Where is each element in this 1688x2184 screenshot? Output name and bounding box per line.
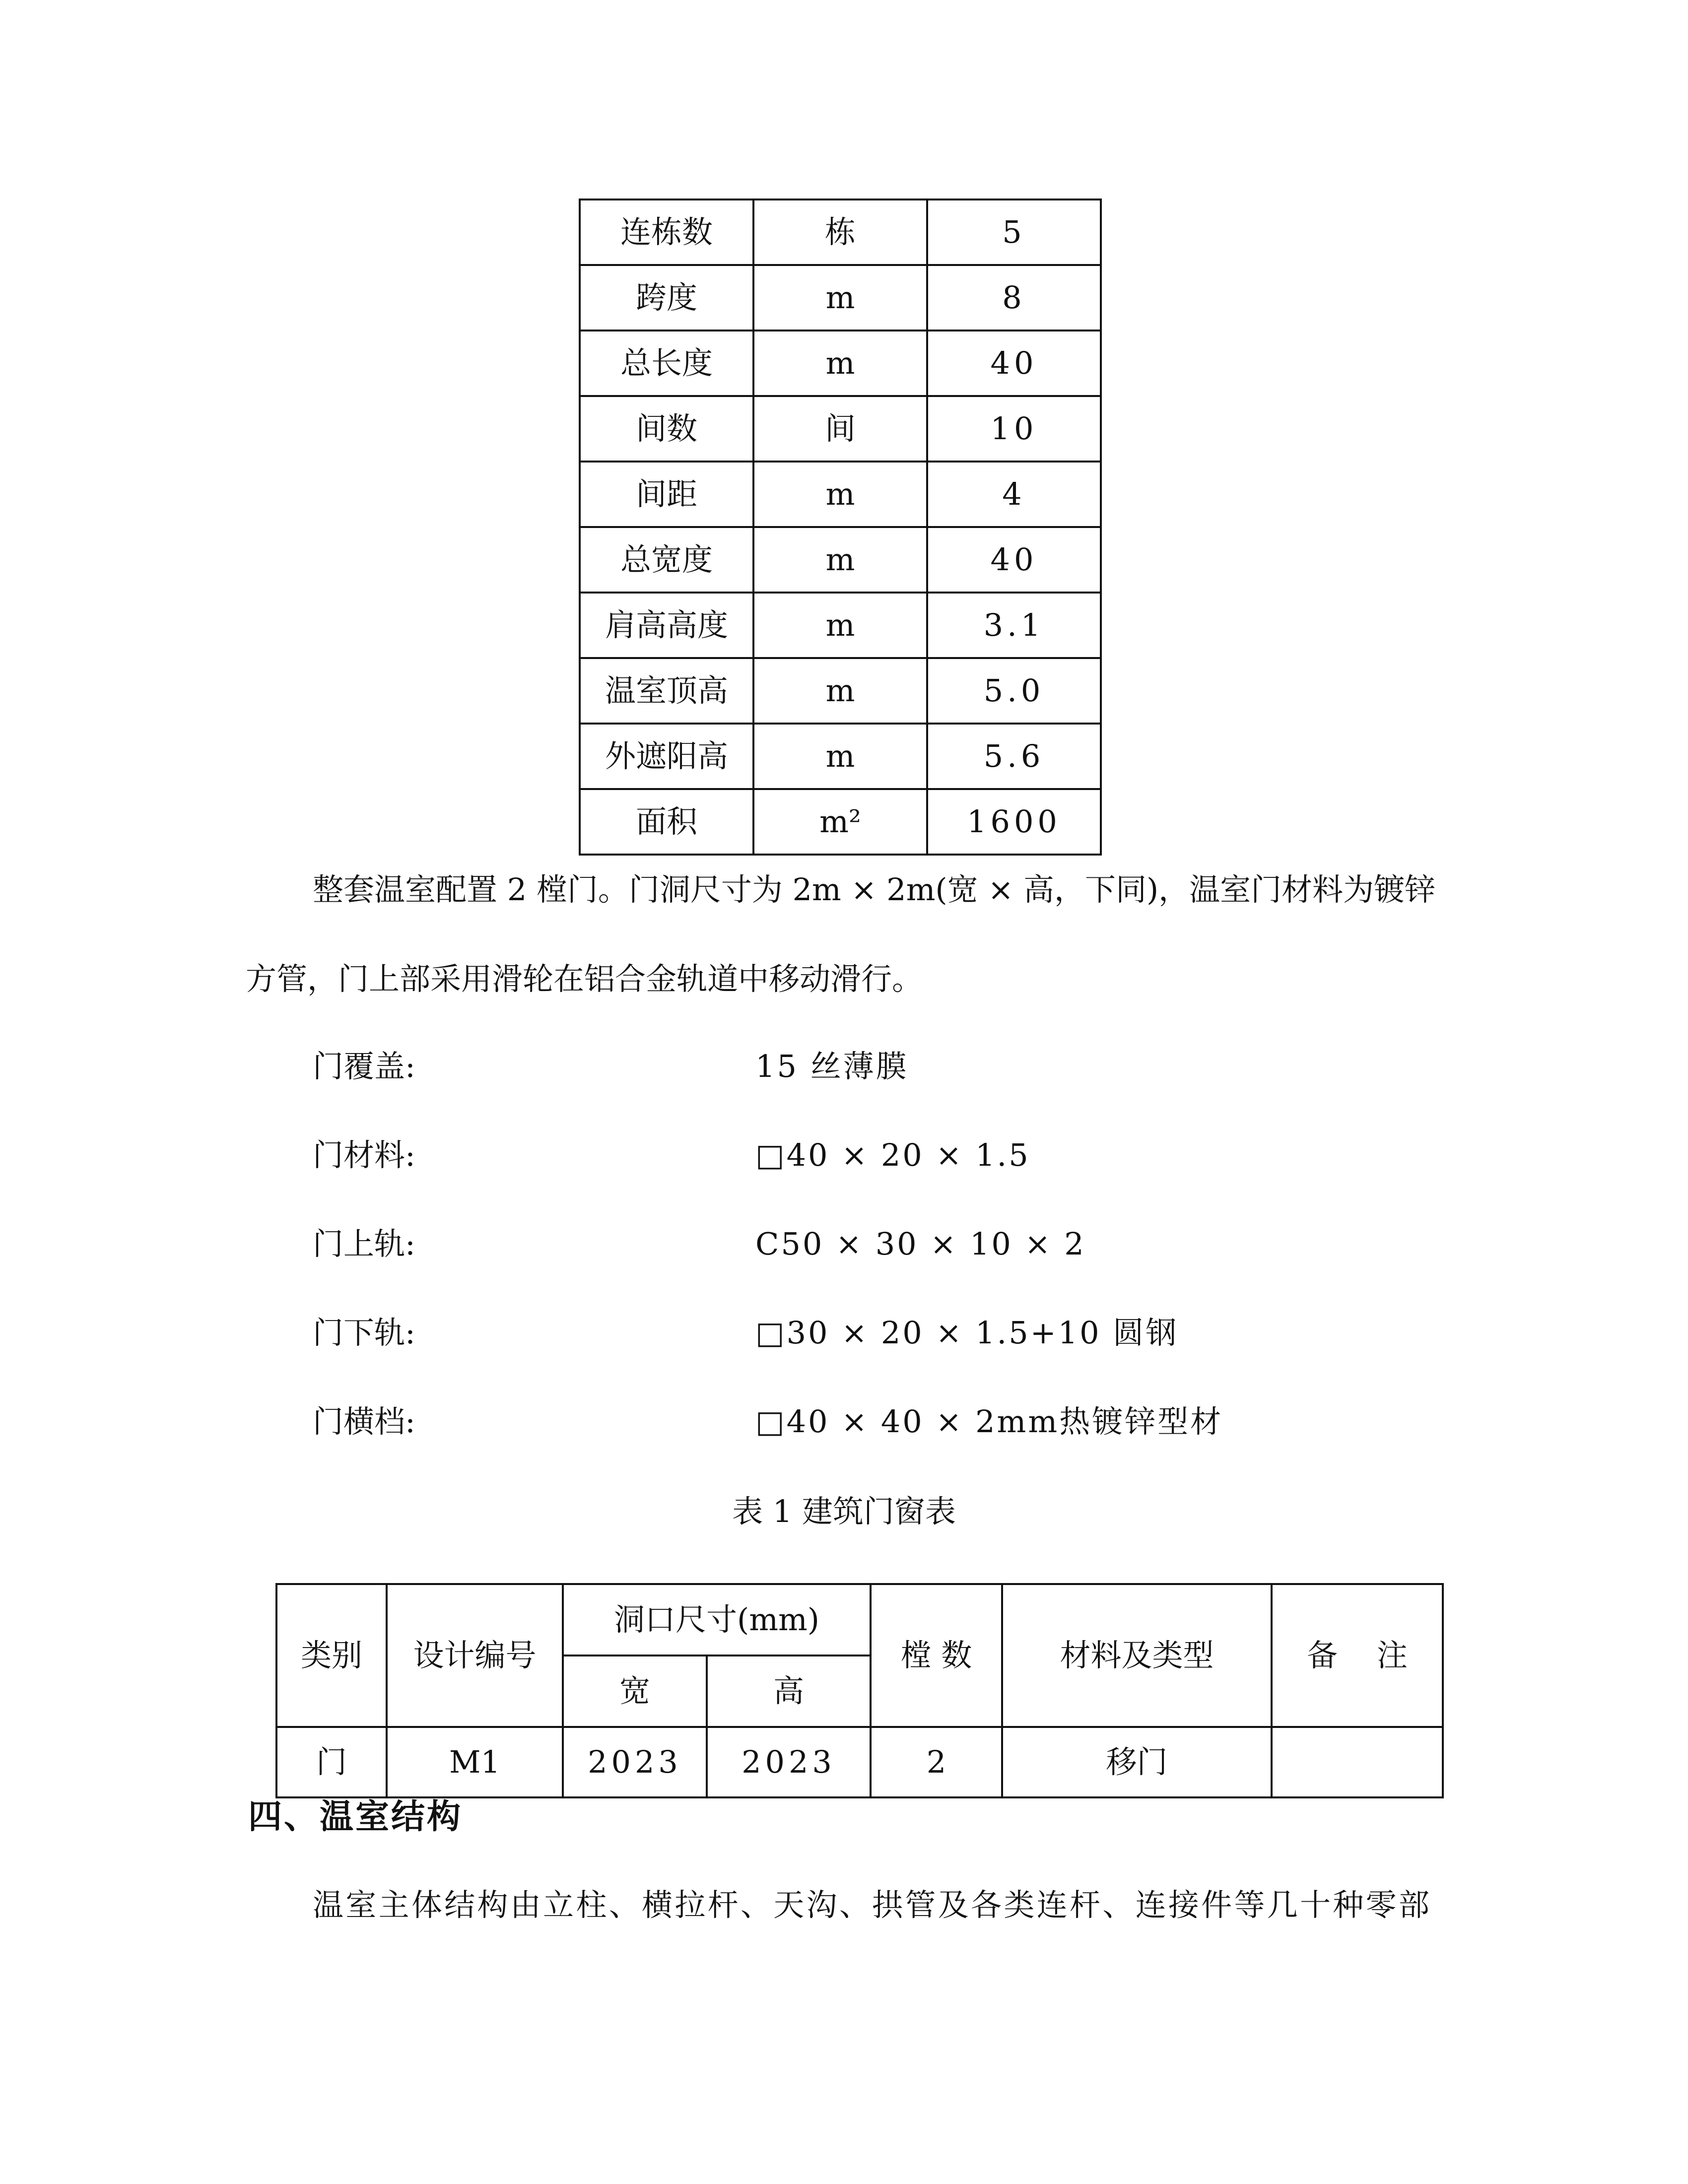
table-row xyxy=(580,593,1101,658)
greenhouse-spec-table xyxy=(579,199,1102,856)
spec-value: 8 xyxy=(927,265,1101,331)
spec-unit: 栋 xyxy=(753,199,927,265)
table-row xyxy=(580,462,1101,527)
table-row xyxy=(580,789,1101,855)
structure-paragraph: 温室主体结构由立柱、横拉杆、天沟、拱管及各类连杆、连接件等几十种零部 xyxy=(313,1887,1429,1923)
spec-unit: m xyxy=(753,724,927,789)
door-paragraph-line-1: 整套温室配置 2 樘门。门洞尺寸为 2m × 2m(宽 × 高，下同)，温室门材料为镀锌 xyxy=(313,871,1436,908)
spec-name: 总长度 xyxy=(580,331,753,396)
door-spec-label: 门下轨: xyxy=(313,1315,415,1351)
header-material: 材料及类型 xyxy=(1002,1584,1272,1727)
door-spec-label: 门覆盖: xyxy=(313,1048,415,1084)
door-spec-label: 门材料: xyxy=(313,1137,415,1173)
door-window-table xyxy=(275,1583,1444,1798)
spec-unit: m xyxy=(753,593,927,658)
spec-name: 温室顶高 xyxy=(580,658,753,724)
spec-name: 面积 xyxy=(580,789,753,855)
door-spec-value: □40 × 40 × 2mm热镀锌型材 xyxy=(755,1403,1223,1440)
spec-unit: m xyxy=(753,462,927,527)
header-design-no: 设计编号 xyxy=(387,1584,563,1727)
header-opening-size: 洞口尺寸(mm) xyxy=(563,1584,871,1655)
spec-value: 5.0 xyxy=(927,658,1101,724)
spec-unit: m xyxy=(753,658,927,724)
header-width: 宽 xyxy=(563,1655,707,1727)
spec-name: 跨度 xyxy=(580,265,753,331)
section-heading: 四、温室结构 xyxy=(248,1797,463,1837)
spec-name: 连栋数 xyxy=(580,199,753,265)
door-spec-value: □40 × 20 × 1.5 xyxy=(755,1137,1030,1173)
spec-value: 4 xyxy=(927,462,1101,527)
spec-value: 5.6 xyxy=(927,724,1101,789)
table-caption: 表 1 建筑门窗表 xyxy=(732,1493,956,1529)
table-row xyxy=(580,331,1101,396)
door-spec-value: □30 × 20 × 1.5+10 圆钢 xyxy=(755,1315,1179,1351)
door-spec-label: 门上轨: xyxy=(313,1226,415,1262)
spec-name: 总宽度 xyxy=(580,527,753,593)
header-category: 类别 xyxy=(276,1584,387,1727)
cell-category: 门 xyxy=(276,1727,387,1797)
spec-name: 间数 xyxy=(580,396,753,462)
cell-height: 2023 xyxy=(707,1727,871,1797)
table-row xyxy=(580,199,1101,265)
door-paragraph-line-2: 方管，门上部采用滑轮在铝合金轨道中移动滑行。 xyxy=(246,961,923,997)
spec-name: 间距 xyxy=(580,462,753,527)
door-spec-label: 门横档: xyxy=(313,1403,415,1440)
header-count: 樘 数 xyxy=(871,1584,1002,1727)
spec-unit: m² xyxy=(753,789,927,855)
spec-value: 3.1 xyxy=(927,593,1101,658)
spec-unit: m xyxy=(753,331,927,396)
spec-value: 1600 xyxy=(927,789,1101,855)
cell-remarks xyxy=(1272,1727,1443,1797)
door-spec-value: 15 丝薄膜 xyxy=(755,1048,909,1084)
cell-width: 2023 xyxy=(563,1727,707,1797)
table-row xyxy=(580,724,1101,789)
spec-name: 肩高高度 xyxy=(580,593,753,658)
door-spec-value: C50 × 30 × 10 × 2 xyxy=(755,1226,1086,1262)
table-header-row xyxy=(276,1584,1443,1655)
table-row xyxy=(580,265,1101,331)
spec-value: 40 xyxy=(927,331,1101,396)
spec-value: 5 xyxy=(927,199,1101,265)
table-row xyxy=(580,527,1101,593)
spec-value: 40 xyxy=(927,527,1101,593)
cell-material: 移门 xyxy=(1002,1727,1272,1797)
table-row xyxy=(276,1727,1443,1797)
cell-design-no: M1 xyxy=(387,1727,563,1797)
spec-name: 外遮阳高 xyxy=(580,724,753,789)
spec-unit: m xyxy=(753,527,927,593)
spec-unit: 间 xyxy=(753,396,927,462)
table-row xyxy=(580,396,1101,462)
cell-count: 2 xyxy=(871,1727,1002,1797)
spec-value: 10 xyxy=(927,396,1101,462)
header-height: 高 xyxy=(707,1655,871,1727)
spec-unit: m xyxy=(753,265,927,331)
table-row xyxy=(580,658,1101,724)
header-remarks: 备 注 xyxy=(1272,1584,1443,1727)
